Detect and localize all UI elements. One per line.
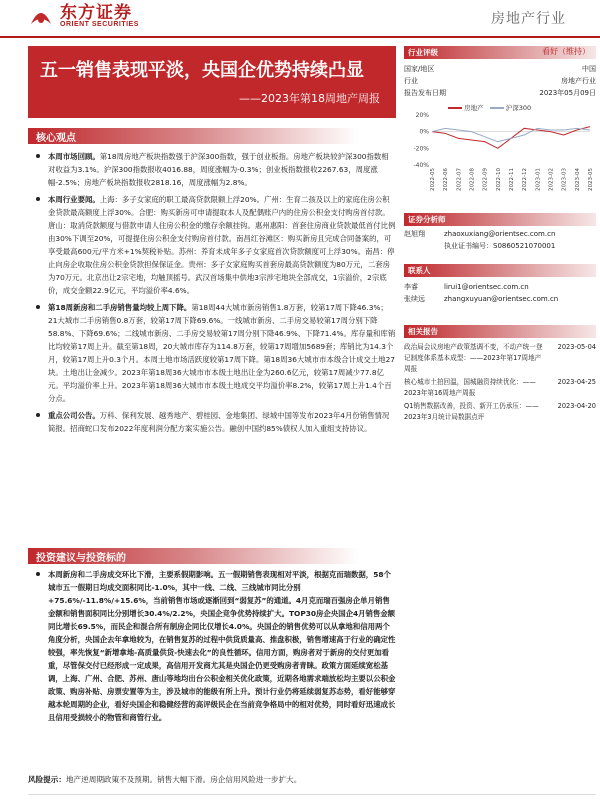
analyst-block bbox=[404, 228, 596, 252]
related-date: 2023-05-04 bbox=[557, 343, 596, 351]
related-list bbox=[404, 342, 596, 423]
report-subtitle: ——2023年第18周地产周报 bbox=[239, 92, 380, 105]
footer-divider bbox=[28, 794, 596, 795]
related-item[interactable] bbox=[404, 401, 596, 423]
bullet-invest bbox=[28, 568, 396, 724]
x-tick-label: 2022-05 bbox=[430, 168, 436, 191]
core-heading-text: 核心观点 bbox=[36, 133, 76, 144]
contact-email[interactable]: lirui1@orientsec.com.cn bbox=[444, 283, 529, 291]
analyst-row bbox=[404, 228, 596, 240]
report-title: 五一销售表现平淡，央国企优势持续凸显 bbox=[40, 60, 364, 81]
analyst-cert: 执业证书编号：S0860521070001 bbox=[444, 242, 556, 250]
y-tick-label: -40% bbox=[413, 162, 429, 169]
rating-heading: 行业评级 bbox=[408, 48, 438, 57]
x-tick-label: 2023-01 bbox=[535, 168, 542, 191]
related-title: Q1销售数据改善，投资、新开工仍承压：——2023年3月统计局数据点评 bbox=[404, 402, 539, 421]
info-row bbox=[404, 63, 596, 75]
x-tick-label: 2022-09 bbox=[482, 168, 489, 191]
invest-bullets bbox=[28, 568, 396, 728]
core-bullets bbox=[28, 150, 396, 439]
legend-label-b: 沪深300 bbox=[505, 104, 532, 112]
x-tick-label: 2023-02 bbox=[548, 168, 555, 191]
title-box bbox=[28, 46, 396, 118]
analyst-heading: 证券分析师 bbox=[408, 215, 446, 224]
chart-svg bbox=[404, 103, 596, 199]
analyst-email[interactable]: zhaoxuxiang@orientsec.com.cn bbox=[444, 230, 556, 238]
x-tick-label: 2023-04 bbox=[574, 168, 581, 191]
core-section-heading bbox=[28, 128, 396, 144]
industry-label: 房地产行业 bbox=[491, 11, 566, 27]
risk-line bbox=[28, 774, 396, 786]
contact-row bbox=[404, 293, 596, 305]
related-heading: 相关报告 bbox=[408, 327, 438, 336]
bullet-text: 万科、保利发展、越秀地产、碧桂园、金地集团、绿城中国等发布2023年4月份销售情况简报。招商蛇口发布2022年度利润分配方案实施公告。融创中国约85%债权人加入重组支持协议。 bbox=[48, 411, 390, 433]
invest-text: 本周新房和二手房成交环比下滑，主要系假期影响。五一假期销售表现相对平淡，根据克而瑞数据，58个城市五一假期日均成交面积同比-1.0%，其中一线、二线、三线城市同比分别+75.6%/-11.8%/+15.6%，当前销售市场或逐渐回到“弱复苏”的通道。4月克而瑞百强房企单月销售金额和销售面积同比分别增长30.4%/2.2%，央国企竞争优势持续扩大。TOP30房企央国企4月销售金额同比增长69.5%，而民企和混合所有制房企同比仅增长4.0%。央国企的销售优势可以从拿地和信用两个角度分析，央国企去年拿地较为，在销售复苏的过程中供货质量高、推盘积极，销售增速高于行业的确定性较强，率先恢复“新增拿地-高质量供货-快速去化”的良性循环。信用方面，购房者对于新房的交付更加看重，尽管保交付已经形成一定成果，高信用开发商尤其是央国企仍更受购房者青睐。政策方面延续宽松基调，上海、广州、合肥、苏州、唐山等地均出台公积金相关优化政策，近期各地需求端放松均主要以公积金政策、购房补贴、房票安置等为主，涉及城市的能级有所上升。预计行业仍将延续弱复苏态势，看好能够穿越本轮周期的企业，看好央国企和稳健经营的高评级民企在当前竞争格局中的相对优势，同时看好迅速成长且信用受损较小的物管和商管行业。 bbox=[48, 570, 396, 722]
x-tick-label: 2022-07 bbox=[456, 168, 463, 191]
invest-section-heading bbox=[28, 548, 396, 564]
related-item[interactable] bbox=[404, 377, 596, 399]
related-item[interactable] bbox=[404, 342, 596, 375]
bullet-announcements bbox=[28, 409, 396, 435]
related-title: 政治局会议房地产政策基调不变，不动产统一登记制度体系基本成型：——2023年第17周地产周报 bbox=[404, 343, 543, 373]
bullet-lead: 本周市场回顾。 bbox=[48, 152, 100, 161]
rating-value: 看好（维持） bbox=[542, 47, 590, 56]
legend-swatch-a bbox=[448, 107, 462, 109]
x-tick-label: 2022-12 bbox=[522, 168, 529, 191]
logo-cn: 东方证券 bbox=[60, 3, 132, 23]
info-value: 房地产行业 bbox=[561, 77, 596, 85]
bullet-text: 第18周房地产板块指数强于沪深300指数，强于创业板指。房地产板块较沪深300指数相对收益为3.1%。沪深300指数报收4016.88，周度涨幅为-0.3%；创业板指数报收2267.63，周度涨幅-2.5%；房地产板块指数报收2818.16，周度涨幅为2.8%。 bbox=[48, 152, 389, 187]
info-value: 中国 bbox=[582, 65, 596, 73]
related-header bbox=[404, 325, 596, 338]
top-bar bbox=[0, 0, 600, 38]
invest-heading-text: 投资建议与投资标的 bbox=[36, 553, 126, 564]
x-tick-label: 2023-05 bbox=[588, 168, 594, 191]
bullet-lead: 本周行业要闻。 bbox=[48, 195, 100, 204]
logo-mark-icon bbox=[28, 6, 54, 28]
bullet-market-review bbox=[28, 150, 396, 189]
x-tick-label: 2022-08 bbox=[469, 168, 476, 191]
y-tick-label: 0% bbox=[419, 128, 429, 136]
contact-block bbox=[404, 281, 596, 305]
risk-text: 地产逆周期政策不及预期。销售大幅下滑。房企信用风险进一步扩大。 bbox=[65, 775, 302, 784]
contact-name: 张续远 bbox=[404, 295, 425, 303]
bullet-text: 第18周44大城市新房销售1.8万套，较第17周下降46.3%；21大城市二手房销售0.8万套，较第17周下降69.6%。一线城市新房、二手房交易较第17周分别下降58.8%、下降69.6%；二线城市新房、二手房交易较第17周分别下降46.9%、下降71.4%。库存量和库销比均较第17周上升。截至第18周，20大城市库存为114.8万套，较第17周增加5689套；库销比为14.3个月，较第17周上升0.3个月。本周土地市场活跃度较第17周下降。第18周36大城市市本级合计成交土地27块。土地出让金减少。2023年第18周36大城市市本级土地出让金为260.6亿元，较第17周减少77.8亿元。平均溢价率上升。2023年第18周36大城市市本级土地成交平均溢价率8.2%，较第17周上升1.4个百分点。 bbox=[48, 303, 396, 403]
bullet-industry-news bbox=[28, 193, 396, 297]
bullet-lead: 第18周新房和二手房销售量均较上周下降。 bbox=[48, 303, 192, 312]
contact-header bbox=[404, 264, 596, 277]
x-tick-label: 2023-03 bbox=[561, 168, 568, 191]
bullet-text: 上海：多子女家庭的职工最高贷款限额上浮20%。广州：生育二孩及以上的家庭住房公积金贷款最高额度上浮30%。合肥：购买新房可申请提取本人及配偶账户内的住房公积金支付购房首付款。唐山：取消贷款额度与借款申请人住房公积金的缴存余额挂钩。惠州惠阳：首套住房商业贷款最低首付比例由30%下调至20%，可提提住房公积金支付购房首付款。南昌红谷滩区：购买新房且完成合同备案的，可享受最高600元/平方米+1%契税补贴。苏州：养育未成年多子女家庭首次贷款额度可上浮30%。南昌：停止向房企收取住房公积金贷款担保保证金。贵州：多子女家庭购买首套房最高贷款额度为80万元，二套房为70万元。北京出让2宗宅地，均触顶摇号。武汉首场集中供地3宗涉宅地块全部成交，1宗溢价，2宗底价，成交金额22.9亿元，平均溢价率4.6%。 bbox=[48, 195, 396, 295]
contact-row bbox=[404, 281, 596, 293]
info-table bbox=[404, 63, 596, 99]
logo bbox=[28, 0, 139, 34]
bullet-sales bbox=[28, 301, 396, 405]
info-key: 国家/地区 bbox=[404, 65, 435, 73]
right-panel bbox=[404, 46, 596, 425]
x-tick-label: 2022-10 bbox=[495, 168, 502, 191]
x-tick-label: 2022-06 bbox=[443, 168, 450, 191]
related-title: 核心城市土拍回温，国城融资持续优化：——2023年第16周地产周报 bbox=[404, 378, 536, 397]
contact-heading: 联系人 bbox=[408, 266, 431, 275]
info-value: 2023年05月09日 bbox=[539, 89, 596, 97]
info-row bbox=[404, 87, 596, 99]
y-tick-label: 20% bbox=[415, 112, 429, 119]
info-key: 行业 bbox=[404, 77, 418, 85]
info-key: 报告发布日期 bbox=[404, 89, 446, 97]
bullet-lead: 重点公司公告。 bbox=[48, 411, 100, 420]
price-chart bbox=[404, 103, 596, 199]
contact-email[interactable]: zhangxuyuan@orientsec.com.cn bbox=[444, 295, 559, 303]
analyst-header bbox=[404, 213, 596, 226]
x-tick-label: 2022-11 bbox=[509, 168, 515, 191]
analyst-name: 赵旭翔 bbox=[404, 230, 425, 238]
y-tick-label: -20% bbox=[413, 145, 429, 153]
logo-en: ORIENT SECURITIES bbox=[60, 21, 139, 28]
related-date: 2023-04-20 bbox=[557, 402, 596, 410]
rating-header bbox=[404, 46, 596, 59]
info-row bbox=[404, 75, 596, 87]
series-line-1 bbox=[432, 128, 590, 141]
risk-label: 风险提示： bbox=[28, 775, 66, 784]
related-date: 2023-04-25 bbox=[557, 378, 596, 386]
contact-name: 李睿 bbox=[404, 283, 418, 291]
legend-label-a: 房地产 bbox=[464, 104, 484, 112]
chart-legend bbox=[448, 103, 531, 112]
legend-swatch-b bbox=[490, 107, 504, 109]
